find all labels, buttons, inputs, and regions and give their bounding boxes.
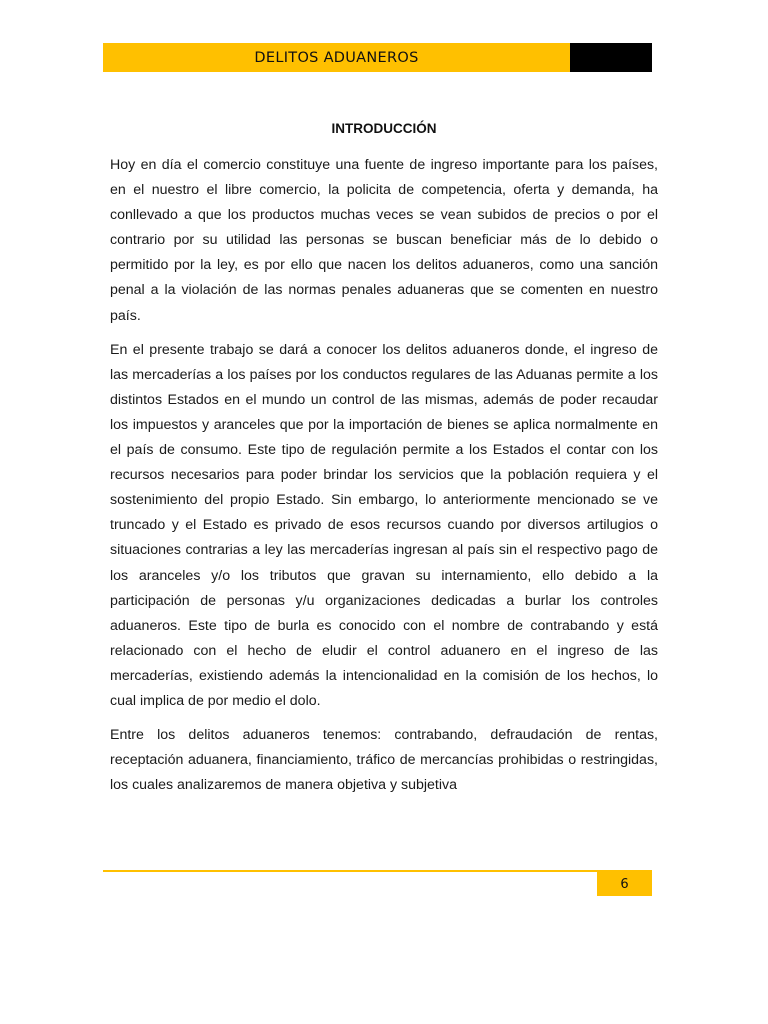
section-title: INTRODUCCIÓN: [331, 121, 437, 136]
paragraph: En el presente trabajo se dará a conocer los delitos aduaneros donde, el ingreso de las mercaderías a los países por los conductos regulares de las Aduanas permite a los distintos Estados en el mundo un control de las mismas, además de poder recaudar los impuestos y aranceles que por la importación de bienes se aplica normalmente en el país de consumo. Este tipo de regulación permite a los Estados el contar con los recursos necesarios para poder brindar los servicios que la población requiera y el sostenimiento del propio Estado. Sin embargo, lo anteriormente mencionado se ve truncado y el Estado es privado de esos recursos cuando por diversos artilugios o situaciones contrarias a ley las mercaderías ingresan al país sin el respectivo pago de los aranceles y/o los tributos que gravan su internamiento, ello debido a la participación de personas y/u organizaciones dedicadas a burlar los controles aduaneros. Este tipo de burla es conocido con el nombre de contrabando y está relacionado con el hecho de eludir el control aduanero en el ingreso de las mercaderías, existiendo además la intencionalidad en la comisión de los hechos, lo cual implica de por medio el dolo.: [110, 341, 658, 709]
header-bar: [103, 43, 652, 72]
paragraph: Entre los delitos aduaneros tenemos: contrabando, defraudación de rentas, receptación aduanera, financiamiento, tráfico de mercancías prohibidas o restringidas, los cuales analizaremos de manera objetiva y subjetiva: [110, 727, 658, 794]
document-title: DELITOS ADUANEROS: [254, 49, 419, 66]
header-title-box: [103, 43, 570, 72]
paragraph: Hoy en día el comercio constituye una fuente de ingreso importante para los países, en el nuestro el libre comercio, la policita de competencia, oferta y demanda, ha conllevado a que los productos muchas veces se vean subidos de precios o por el contrario por su utilidad las personas se buscan beneficiar más de lo debido o permitido por la ley, es por ello que nacen los delitos aduaneros, como una sanción penal a la violación de las normas penales aduaneras que se comenten en nuestro país.: [110, 157, 658, 324]
footer-divider: [103, 870, 652, 872]
header-dark-block: [570, 43, 652, 72]
document-body: [110, 153, 658, 807]
page-number: 6: [620, 876, 629, 892]
page-number-box: [597, 872, 652, 896]
